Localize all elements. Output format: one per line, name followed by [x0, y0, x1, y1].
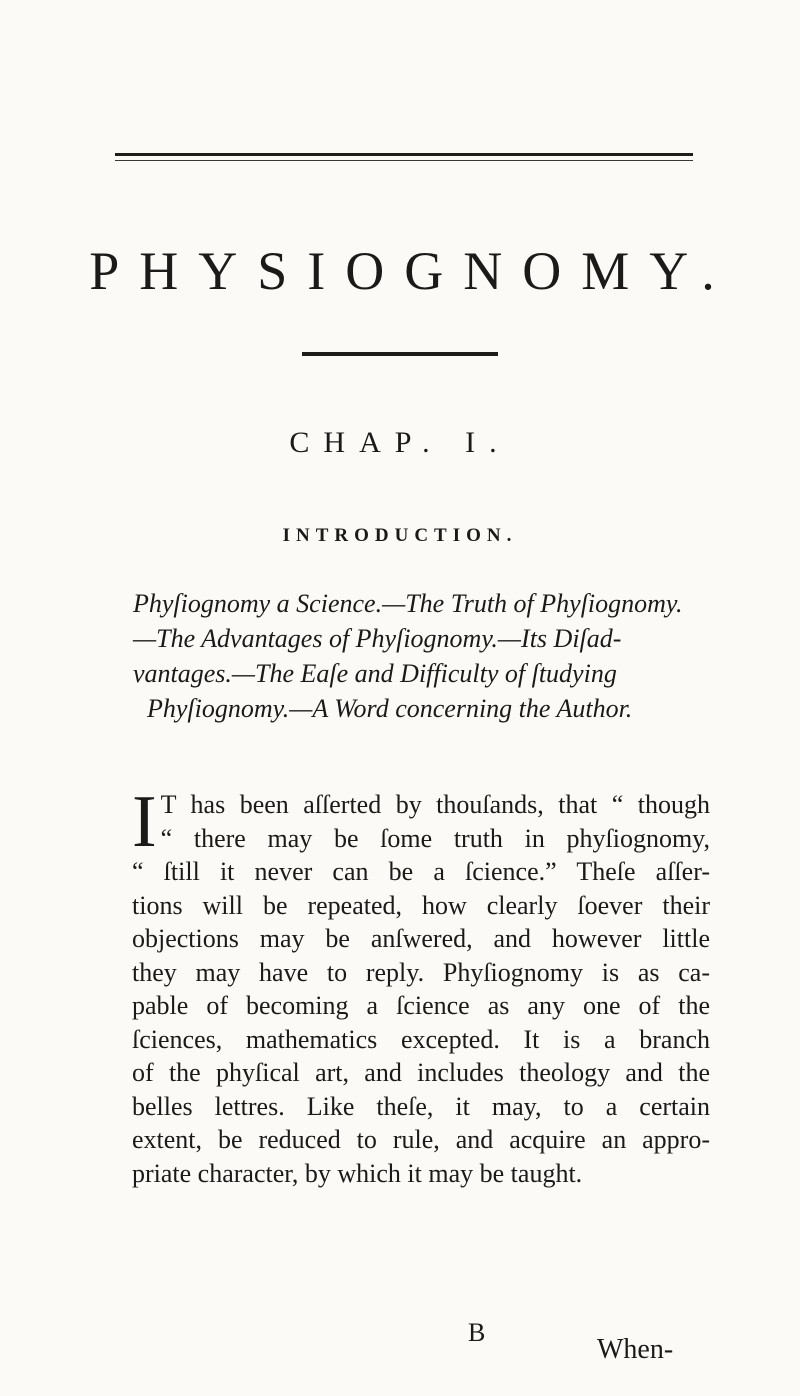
summary-line: vantages.—The Eaſe and Difficulty of ſtudying [133, 659, 617, 688]
body-line: “ ſtill it never can be a ſcience.” Theſe aſſer- [132, 857, 710, 886]
page-title: PHYSIOGNOMY. [89, 241, 735, 301]
body-paragraph [132, 781, 710, 1190]
title-divider [302, 352, 498, 356]
body-line: pable of becoming a ſcience as any one of the [132, 991, 710, 1020]
body-line: belles lettres. Like theſe, it may, to a certain [132, 1091, 710, 1121]
body-line: “ there may be ſome truth in phyſiognomy, [160, 823, 710, 853]
chapter-summary [133, 586, 693, 726]
body-line: extent, be reduced to rule, and acquire an appro- [132, 1125, 710, 1154]
top-rule-thin [115, 160, 693, 161]
chapter-heading: CHAP. I. [289, 426, 511, 459]
summary-line: Phyſiognomy a Science.—The Truth of Phyſiognomy. [133, 589, 683, 618]
body-line: ſciences, mathematics excepted. It is a branch [132, 1024, 710, 1054]
summary-line: Phyſiognomy.—A Word concerning the Author. [147, 694, 633, 723]
body-line: tions will be repeated, how clearly ſoever their [132, 890, 710, 920]
body-line: objections may be anſwered, and however little [132, 924, 710, 953]
body-line: they may have to reply. Phyſiognomy is as ca- [132, 957, 710, 987]
drop-cap: I [132, 781, 157, 863]
body-line: of the phyſical art, and includes theology and the [132, 1058, 710, 1087]
section-heading: INTRODUCTION. [282, 525, 518, 546]
catchword: When- [597, 1334, 674, 1365]
top-rule [115, 153, 693, 156]
signature-mark: B [468, 1318, 486, 1347]
summary-line: —The Advantages of Phyſiognomy.—Its Diſad- [133, 624, 622, 653]
body-line: T has been aſſerted by thouſands, that “ though [160, 790, 710, 819]
body-line: priate character, by which it may be taught. [132, 1158, 583, 1188]
